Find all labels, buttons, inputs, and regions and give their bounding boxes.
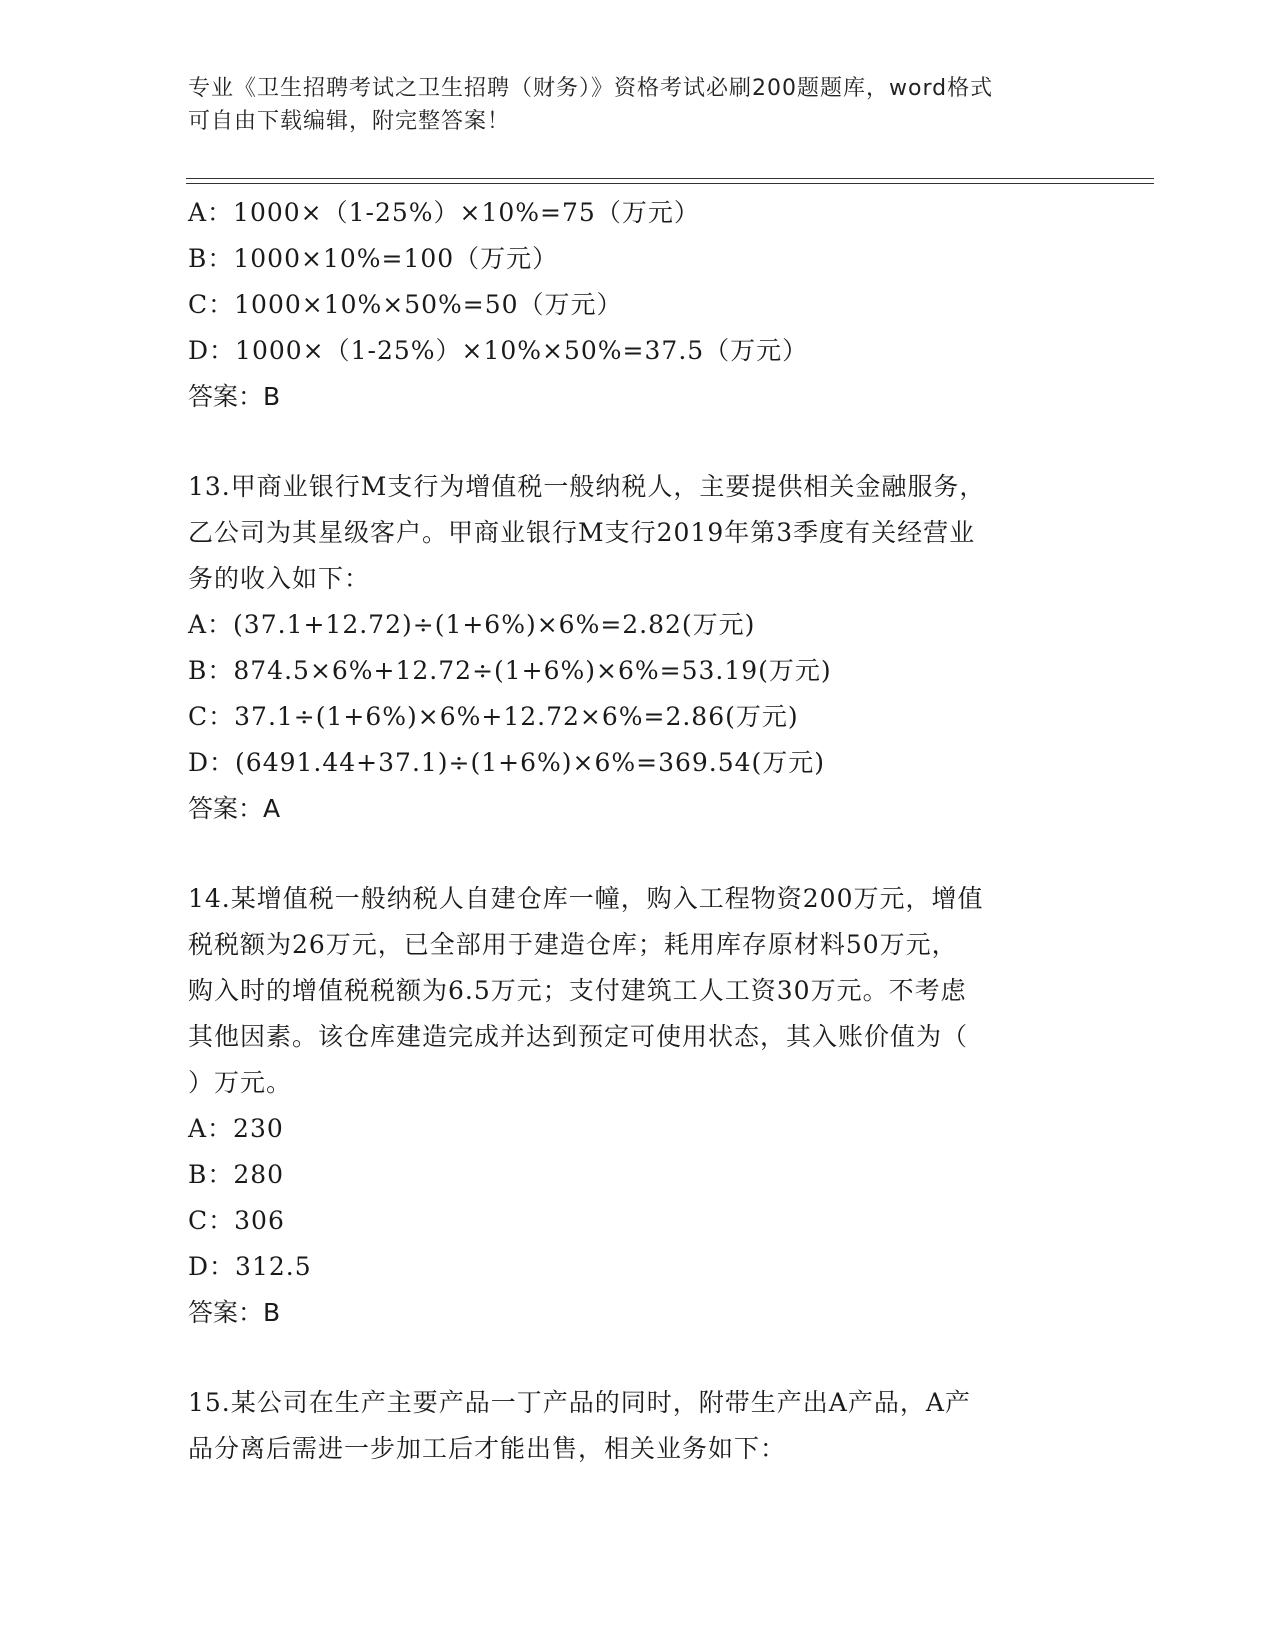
question-stem-line: 税税额为26万元，已全部用于建造仓库；耗用库存原材料50万元， [188, 930, 958, 959]
option-d: D：(6491.44+37.1)÷(1+6%)×6%=369.54(万元) [188, 748, 826, 777]
option-d: D：312.5 [188, 1252, 312, 1281]
option-c: C：1000×10%×50%=50（万元） [188, 290, 623, 319]
option-c: C：306 [188, 1206, 285, 1235]
question-stem-line: 13.甲商业银行M支行为增值税一般纳税人，主要提供相关金融服务， [188, 472, 986, 501]
question-spacer [188, 832, 1088, 876]
question-stem-line: ）万元。 [188, 1068, 293, 1097]
answer-text: 答案：B [188, 382, 281, 411]
option-b: B：874.5×6%+12.72÷(1+6%)×6%=53.19(万元) [188, 656, 832, 685]
option-c: C：37.1÷(1+6%)×6%+12.72×6%=2.86(万元) [188, 702, 799, 731]
option-d: D：1000×（1-25%）×10%×50%=37.5（万元） [188, 336, 809, 365]
option-a: A：230 [188, 1114, 284, 1143]
question-15 [188, 1380, 1088, 1472]
page-header [188, 72, 1068, 138]
question-stem-line: 务的收入如下： [188, 564, 371, 593]
header-line-1: 专业《卫生招聘考试之卫生招聘（财务）》资格考试必刷200题题库，word格式 [188, 76, 994, 101]
header-divider-top [186, 178, 1154, 179]
option-b: B：1000×10%=100（万元） [188, 244, 559, 273]
option-b: B：280 [188, 1160, 285, 1189]
question-12 [188, 190, 1088, 420]
answer-text: 答案：A [188, 794, 281, 823]
question-spacer [188, 1336, 1088, 1380]
question-13 [188, 464, 1088, 832]
question-stem-line: 15.某公司在生产主要产品一丁产品的同时，附带生产出A产品，A产 [188, 1388, 971, 1417]
question-stem-line: 购入时的增值税税额为6.5万元；支付建筑工人工资30万元。不考虑 [188, 976, 967, 1005]
question-stem-line: 14.某增值税一般纳税人自建仓库一幢，购入工程物资200万元，增值 [188, 884, 984, 913]
header-divider-bottom [186, 183, 1154, 184]
header-line-2: 可自由下载编辑，附完整答案！ [188, 109, 511, 134]
option-a: A：(37.1+12.72)÷(1+6%)×6%=2.82(万元) [188, 610, 756, 639]
question-14 [188, 876, 1088, 1336]
question-content [188, 190, 1088, 1472]
question-spacer [188, 420, 1088, 464]
option-a: A：1000×（1-25%）×10%=75（万元） [188, 198, 700, 227]
question-stem-line: 乙公司为其星级客户。甲商业银行M支行2019年第3季度有关经营业 [188, 518, 976, 547]
question-stem-line: 其他因素。该仓库建造完成并达到预定可使用状态，其入账价值为（ [188, 1022, 969, 1051]
answer-text: 答案：B [188, 1298, 281, 1327]
question-stem-line: 品分离后需进一步加工后才能出售，相关业务如下： [188, 1434, 787, 1463]
